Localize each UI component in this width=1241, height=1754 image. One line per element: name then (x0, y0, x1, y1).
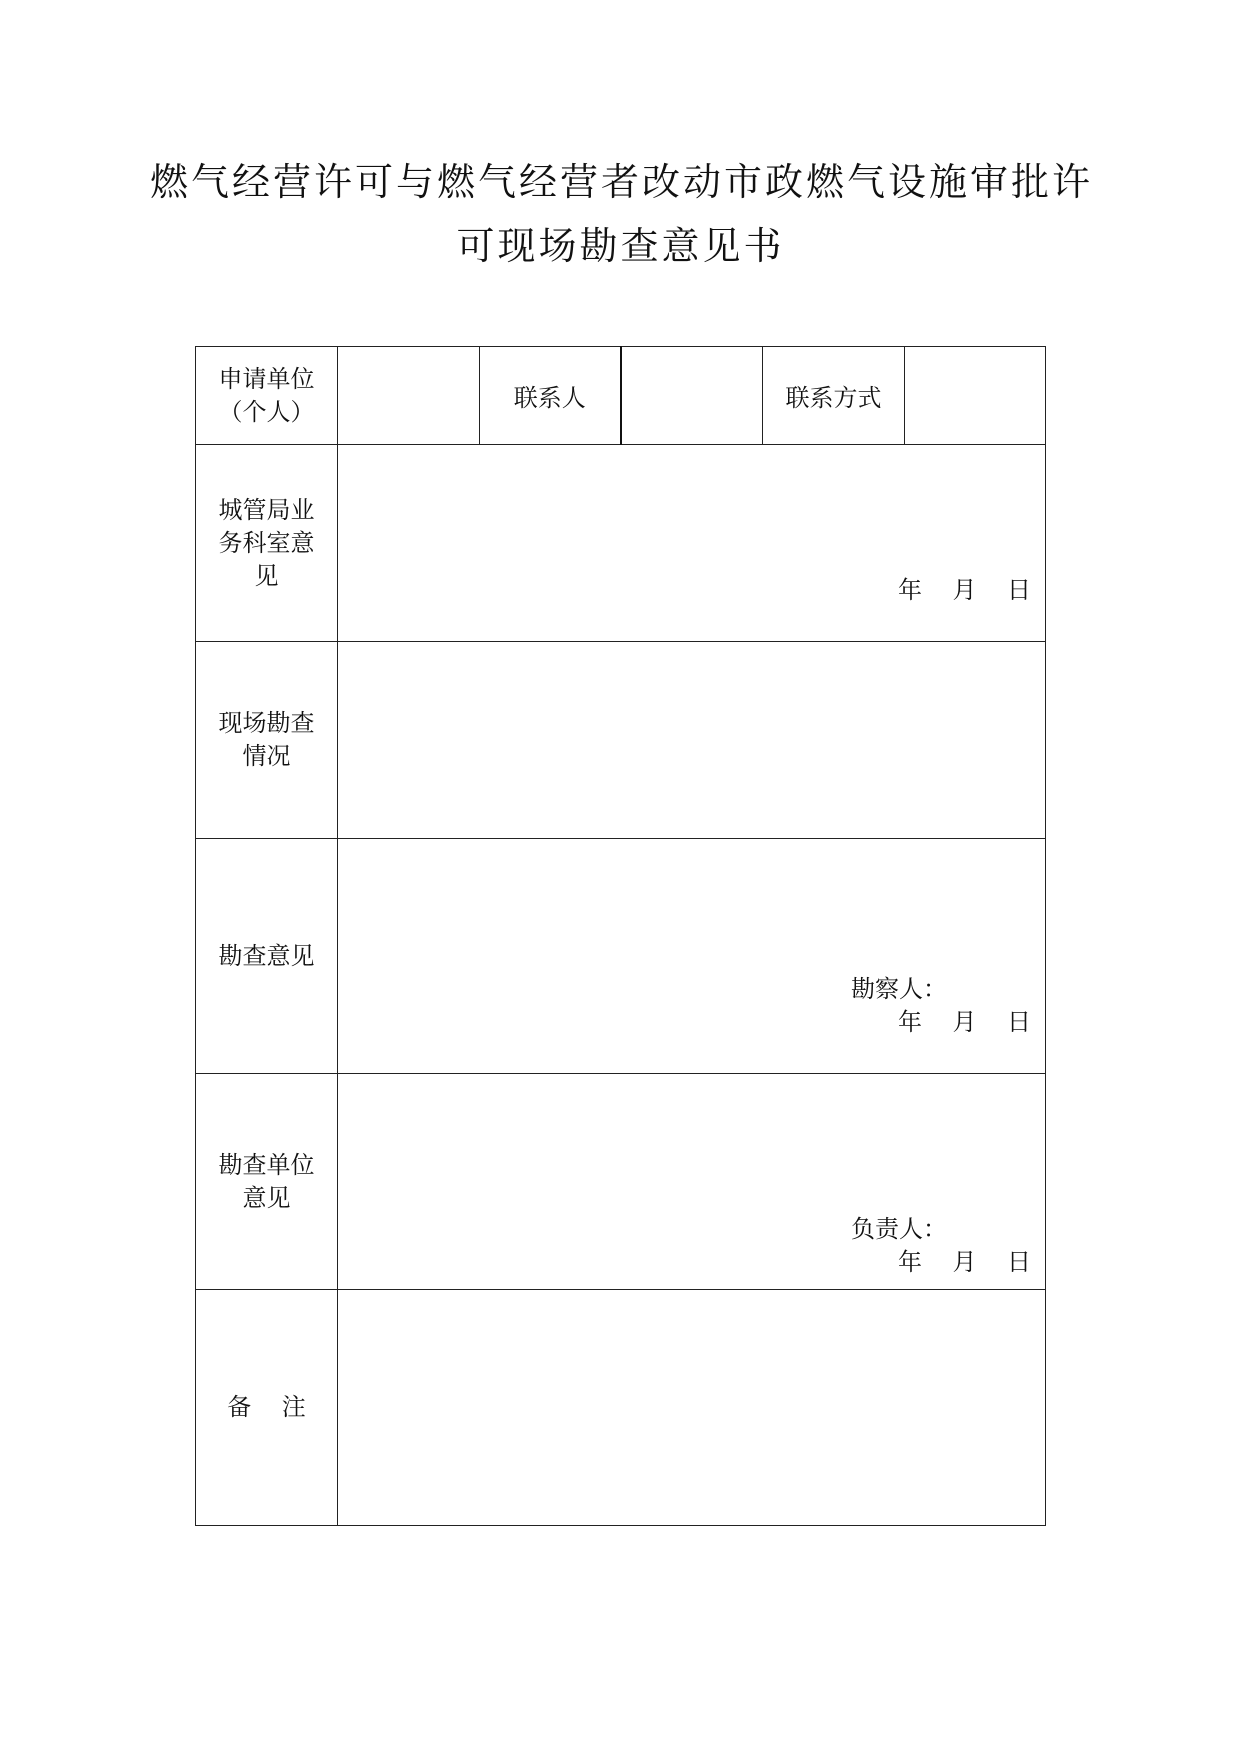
survey-opinion-label-cell (196, 839, 338, 1074)
remarks-row (196, 1290, 1046, 1526)
applicant-row (196, 347, 1046, 445)
applicant-label-line-2: （个人） (218, 397, 315, 426)
site-survey-label-line-2: 情况 (242, 742, 291, 770)
survey-unit-opinion-date: 年 月 日 (897, 1248, 1031, 1276)
document-title-line-1: 燃气经营许可与燃气经营者改动市政燃气设施审批许 (150, 160, 1094, 204)
survey-unit-opinion-row (196, 1074, 1046, 1290)
site-survey-row (196, 642, 1046, 839)
survey-unit-opinion-label-line-2: 意见 (242, 1183, 291, 1212)
survey-unit-opinion-field[interactable] (338, 1074, 1046, 1290)
responsible-person-signature-label: 负责人： (851, 1215, 947, 1243)
document-title-line-2: 可现场勘查意见书 (456, 224, 785, 268)
bureau-opinion-label-line-1: 城管局业 (218, 495, 315, 524)
contact-person-value-field[interactable] (621, 347, 763, 445)
bureau-opinion-label-line-3: 见 (254, 561, 279, 590)
bureau-opinion-label-cell (196, 445, 338, 642)
survey-unit-opinion-label-cell (196, 1074, 338, 1290)
remarks-label: 备 注 (196, 1290, 338, 1526)
bureau-opinion-row (196, 445, 1046, 642)
survey-opinion-label: 勘查意见 (218, 941, 315, 970)
applicant-value-field[interactable] (338, 347, 480, 445)
surveyor-signature-label: 勘察人： (851, 975, 947, 1003)
site-survey-label-line-1: 现场勘查 (218, 709, 315, 737)
applicant-label-cell (196, 347, 338, 445)
survey-opinion-date: 年 月 日 (897, 1008, 1031, 1036)
bureau-opinion-field[interactable] (338, 445, 1046, 642)
bureau-opinion-date: 年 月 日 (897, 576, 1031, 604)
contact-method-label: 联系方式 (763, 347, 905, 445)
bureau-opinion-label-line-2: 务科室意 (218, 528, 315, 557)
remarks-field[interactable] (338, 1290, 1046, 1526)
contact-person-label: 联系人 (480, 347, 621, 445)
site-survey-field[interactable] (338, 642, 1046, 839)
survey-unit-opinion-label-line-1: 勘查单位 (218, 1150, 315, 1179)
applicant-label-line-1: 申请单位 (218, 364, 315, 393)
survey-opinion-field[interactable] (338, 839, 1046, 1074)
survey-opinion-row (196, 839, 1046, 1074)
contact-method-value-field[interactable] (905, 347, 1046, 445)
site-survey-label-cell (196, 642, 338, 839)
survey-opinion-form (195, 346, 1046, 1526)
